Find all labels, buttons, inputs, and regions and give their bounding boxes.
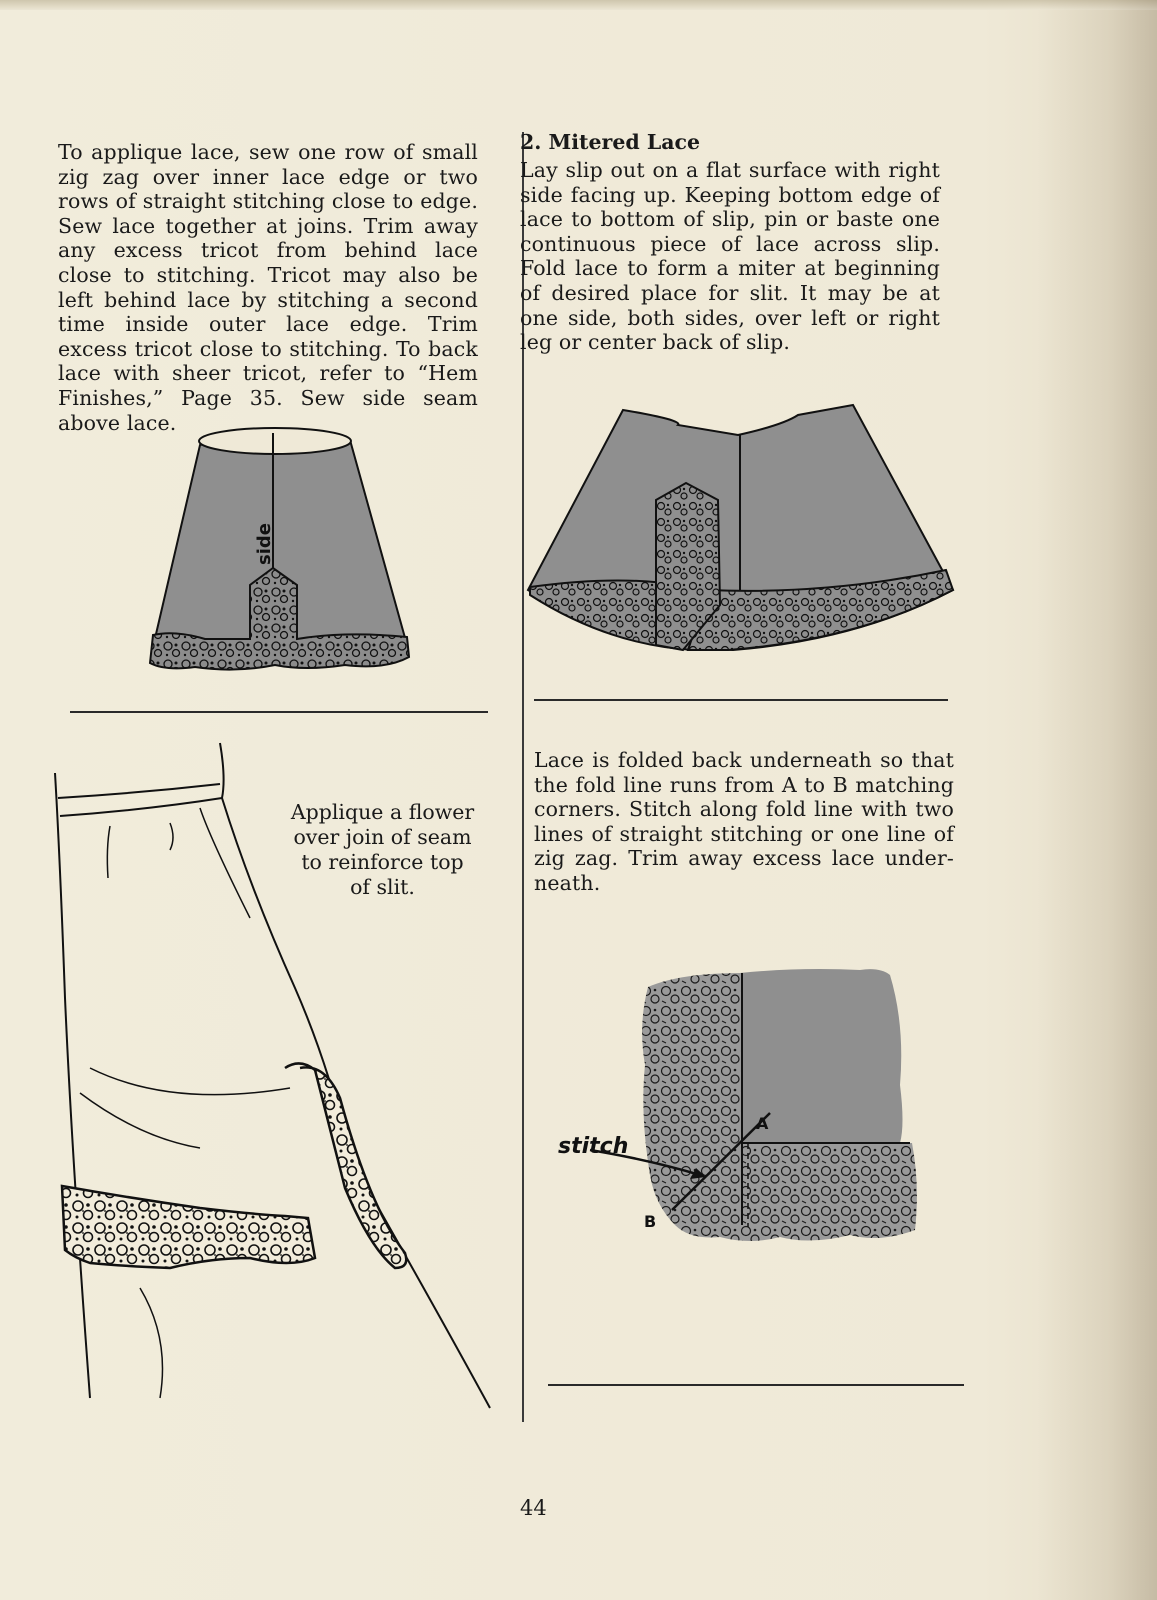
- point-b-label: B: [644, 1212, 657, 1231]
- applique-caption: [280, 800, 485, 900]
- lace-corner-figure: [560, 965, 930, 1250]
- caption-line-4: of slit.: [350, 875, 415, 899]
- half-slip-figure: [145, 425, 415, 675]
- side-label: side: [254, 523, 275, 565]
- mitered-slip-figure: [528, 405, 958, 665]
- right-rule-1: [534, 699, 948, 701]
- caption-line-3: to reinforce top: [301, 850, 464, 874]
- mitered-paragraph: Lay slip out on a flat surface with right side facing up. Keeping bottom edge of lace to bottom of slip, pin or baste one continuous piece of lace across slip. Fold lace to form a miter at beginning of desired place for slit. It may be at one side, both sides, over left or right leg or center back of slip.: [520, 158, 940, 355]
- caption-line-2: over join of seam: [293, 825, 472, 849]
- stitch-label: stitch: [558, 1134, 629, 1159]
- right-rule-2: [548, 1384, 964, 1386]
- caption-line-1: Applique a flower: [290, 800, 475, 824]
- intro-paragraph: To applique lace, sew one row of small zig zag over inner lace edge or two rows of straight stitching close to edge. Sew lace together at joins. Trim away any excess tricot from behind lace close to stitching. Tricot may also be left behind lace by stitching a second time inside outer lace edge. Trim excess tricot close to stitching. To back lace with sheer tricot, refer to “Hem Finishes,” Page 35. Sew side seam above lace.: [58, 140, 478, 435]
- page-top-edge: [0, 0, 1157, 10]
- page-number: 44: [520, 1496, 547, 1520]
- page-binding-shadow: [1037, 0, 1157, 1600]
- fold-paragraph: Lace is folded back underneath so that the fold line runs from A to B matching corners. Stitch along fold line with two lines of straight stitching or one line of zig zag. Trim away excess lace under- neath.: [534, 748, 954, 895]
- point-a-label: A: [756, 1114, 769, 1133]
- left-rule-1: [70, 711, 488, 713]
- section-heading: 2. Mitered Lace: [520, 130, 701, 154]
